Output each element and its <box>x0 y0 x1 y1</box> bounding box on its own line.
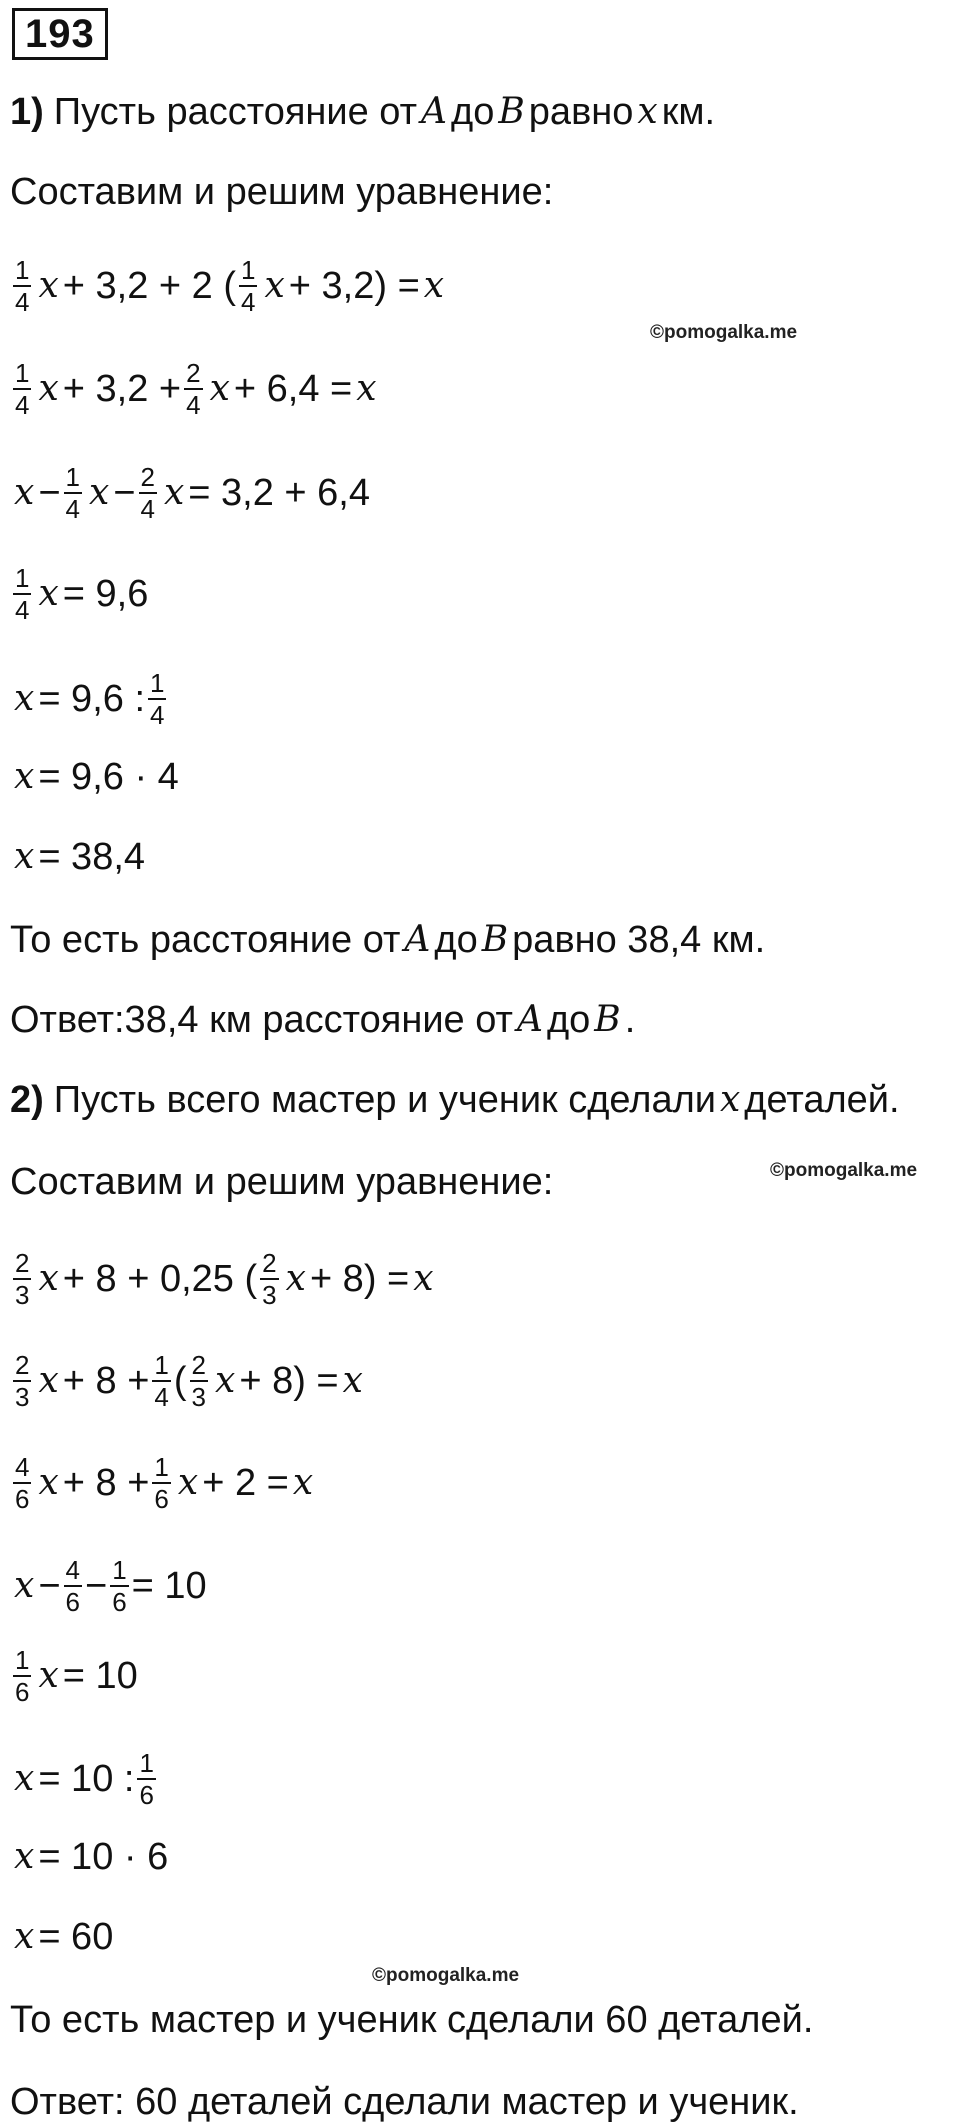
text-segment: + 3,2 + <box>62 368 182 410</box>
p2-intro <box>10 1078 900 1122</box>
text-segment: = 10 <box>62 1655 138 1697</box>
math-variable: x <box>38 265 59 306</box>
math-variable: B <box>594 999 621 1040</box>
fraction-denominator: 3 <box>15 1382 30 1412</box>
fraction-denominator: 6 <box>139 1780 154 1810</box>
fraction-numerator: 1 <box>15 255 30 285</box>
p2-step-7 <box>10 1835 168 1879</box>
fraction <box>190 1350 208 1412</box>
fraction <box>64 1555 82 1617</box>
math-variable: A <box>516 999 543 1040</box>
fraction-numerator: 1 <box>65 462 80 492</box>
math-variable: x <box>342 1360 363 1401</box>
fraction-denominator: 6 <box>65 1587 80 1617</box>
text-segment: + 2 = <box>202 1462 289 1504</box>
problem-number-box: 193 <box>12 8 108 60</box>
fraction-denominator: 3 <box>262 1280 277 1310</box>
p2-step-5 <box>10 1645 138 1707</box>
fraction-denominator: 4 <box>150 700 165 730</box>
text-segment: Ответ:38,4 км расстояние от <box>10 999 513 1041</box>
fraction-denominator: 6 <box>15 1677 30 1707</box>
math-variable: x <box>719 1079 741 1120</box>
text-segment: + 8 + <box>62 1462 150 1504</box>
watermark: ©pomogalka.me <box>372 1965 520 1986</box>
p1-equation-heading: Составим и решим уравнение: <box>10 171 554 213</box>
text-segment: равно <box>528 91 634 133</box>
math-variable: x <box>38 1655 59 1696</box>
p2-equation-heading: Составим и решим уравнение: <box>10 1161 554 1203</box>
fraction <box>13 563 31 625</box>
fraction <box>239 255 257 317</box>
text-segment: + 6,4 = <box>233 368 353 410</box>
fraction-denominator: 3 <box>191 1382 207 1412</box>
watermark: ©pomogalka.me <box>650 322 798 343</box>
text-segment: + 8) = <box>239 1360 339 1402</box>
fraction-denominator: 4 <box>186 390 201 420</box>
fraction <box>184 358 202 420</box>
p2-step-4 <box>10 1555 207 1617</box>
text-segment: = 3,2 + 6,4 <box>188 472 370 514</box>
p2-step-1 <box>10 1248 438 1310</box>
fraction-denominator: 4 <box>241 287 256 317</box>
text-segment: + 3,2 + 2 ( <box>62 265 237 307</box>
text-segment: То есть расстояние от <box>10 919 401 961</box>
fraction <box>148 668 166 730</box>
fraction <box>13 255 31 317</box>
text-segment: до <box>451 91 495 133</box>
p2-conclusion: То есть мастер и ученик сделали 60 деталей. <box>10 1999 814 2041</box>
fraction-numerator: 1 <box>139 1748 154 1778</box>
fraction <box>139 462 157 524</box>
fraction-numerator: 1 <box>154 1350 169 1380</box>
text-segment: = 38,4 <box>38 836 146 878</box>
fraction <box>137 1748 155 1810</box>
fraction <box>13 1350 31 1412</box>
p1-step-1 <box>10 255 448 317</box>
p2-step-8 <box>10 1915 113 1959</box>
p1-step-2 <box>10 358 381 420</box>
fraction-numerator: 1 <box>112 1555 127 1585</box>
text-segment: + 8 + <box>62 1360 150 1402</box>
p1-step-7 <box>10 835 145 879</box>
math-variable: x <box>38 368 59 409</box>
text-segment: + 8 + 0,25 ( <box>62 1258 258 1300</box>
text-segment: до <box>546 999 591 1041</box>
math-variable: x <box>423 265 445 306</box>
math-variable: x <box>14 756 35 797</box>
fraction-denominator: 4 <box>65 494 80 524</box>
math-variable: x <box>637 91 658 132</box>
p1-step-5 <box>10 668 169 730</box>
fraction <box>64 462 82 524</box>
fraction-numerator: 2 <box>262 1248 277 1278</box>
text-segment: + 8) = <box>309 1258 410 1300</box>
math-variable: x <box>356 368 377 409</box>
math-variable: x <box>88 472 110 513</box>
fraction <box>13 1645 31 1707</box>
fraction <box>13 358 31 420</box>
text-segment: деталей. <box>744 1079 900 1121</box>
math-variable: x <box>413 1258 434 1299</box>
fraction-numerator: 1 <box>15 563 30 593</box>
p1-answer <box>10 998 635 1042</box>
fraction-numerator: 1 <box>241 255 256 285</box>
math-variable: x <box>14 1836 35 1877</box>
text-segment: − <box>84 1565 108 1607</box>
text-segment: = 10 <box>131 1565 207 1607</box>
fraction-numerator: 2 <box>15 1350 30 1380</box>
text-segment: − <box>38 1565 61 1607</box>
text-segment: = 9,6 : <box>38 678 146 720</box>
math-variable: x <box>14 1916 35 1957</box>
math-variable: x <box>38 1462 59 1503</box>
math-variable: x <box>38 1360 59 1401</box>
text-segment: − <box>113 472 136 514</box>
fraction-numerator: 2 <box>15 1248 30 1278</box>
p2-step-6 <box>10 1748 159 1810</box>
math-variable: x <box>285 1258 306 1299</box>
fraction-denominator: 6 <box>154 1484 169 1514</box>
math-variable: x <box>209 368 230 409</box>
fraction <box>13 1452 31 1514</box>
math-variable: x <box>14 1565 35 1606</box>
fraction <box>152 1452 170 1514</box>
fraction-numerator: 2 <box>186 358 201 388</box>
text-segment: равно 38,4 км. <box>512 919 766 961</box>
math-variable: x <box>264 265 285 306</box>
text-segment: ( <box>173 1360 187 1402</box>
p1-intro <box>10 90 715 134</box>
math-variable: x <box>177 1462 199 1503</box>
fraction-numerator: 1 <box>15 1645 30 1675</box>
math-variable: B <box>481 919 509 960</box>
fraction-numerator: 4 <box>15 1452 30 1482</box>
p1-label: 1) <box>10 91 44 133</box>
math-variable: x <box>38 573 59 614</box>
math-variable: x <box>163 472 185 513</box>
text-segment: Пусть всего мастер и ученик сделали <box>53 1079 716 1121</box>
text-segment: = 9,6 <box>62 573 149 615</box>
text-segment: = 9,6 · 4 <box>38 756 179 798</box>
fraction-numerator: 1 <box>154 1452 169 1482</box>
fraction-numerator: 4 <box>65 1555 80 1585</box>
text-segment: + 3,2) = <box>288 265 420 307</box>
p1-step-6 <box>10 755 179 799</box>
fraction <box>13 1248 31 1310</box>
fraction <box>110 1555 128 1617</box>
text-segment: Пусть расстояние от <box>53 91 418 133</box>
fraction-numerator: 2 <box>191 1350 207 1380</box>
p2-label: 2) <box>10 1079 44 1121</box>
fraction-denominator: 4 <box>15 287 30 317</box>
math-variable: B <box>498 91 525 132</box>
math-variable: x <box>38 1258 59 1299</box>
p2-answer: Ответ: 60 деталей сделали мастер и ученик. <box>10 2081 799 2123</box>
fraction-denominator: 4 <box>15 595 30 625</box>
fraction-denominator: 4 <box>15 390 30 420</box>
fraction-numerator: 1 <box>15 358 30 388</box>
math-variable: x <box>292 1462 314 1503</box>
math-variable: x <box>14 836 35 877</box>
p1-step-3 <box>10 462 370 524</box>
fraction-denominator: 4 <box>154 1382 169 1412</box>
fraction-denominator: 3 <box>15 1280 30 1310</box>
text-segment: = 60 <box>38 1916 114 1958</box>
math-variable: A <box>421 91 448 132</box>
p1-step-4 <box>10 563 148 625</box>
fraction <box>260 1248 278 1310</box>
text-segment: − <box>38 472 61 514</box>
fraction-numerator: 2 <box>140 462 155 492</box>
fraction <box>152 1350 170 1412</box>
fraction-denominator: 6 <box>15 1484 30 1514</box>
text-segment: км. <box>661 91 715 133</box>
math-variable: x <box>14 678 35 719</box>
text-segment: до <box>434 919 478 961</box>
fraction-denominator: 6 <box>112 1587 127 1617</box>
watermark: ©pomogalka.me <box>770 1160 918 1181</box>
fraction-numerator: 1 <box>150 668 165 698</box>
text-segment: . <box>624 999 636 1041</box>
fraction-denominator: 4 <box>140 494 155 524</box>
text-segment: = 10 : <box>38 1758 135 1800</box>
p1-conclusion <box>10 918 765 962</box>
math-variable: x <box>14 1758 35 1799</box>
p2-step-2 <box>10 1350 367 1412</box>
text-segment: = 10 · 6 <box>38 1836 169 1878</box>
math-variable: x <box>14 472 35 513</box>
p2-step-3 <box>10 1452 317 1514</box>
math-variable: x <box>215 1360 236 1401</box>
math-variable: A <box>404 919 431 960</box>
